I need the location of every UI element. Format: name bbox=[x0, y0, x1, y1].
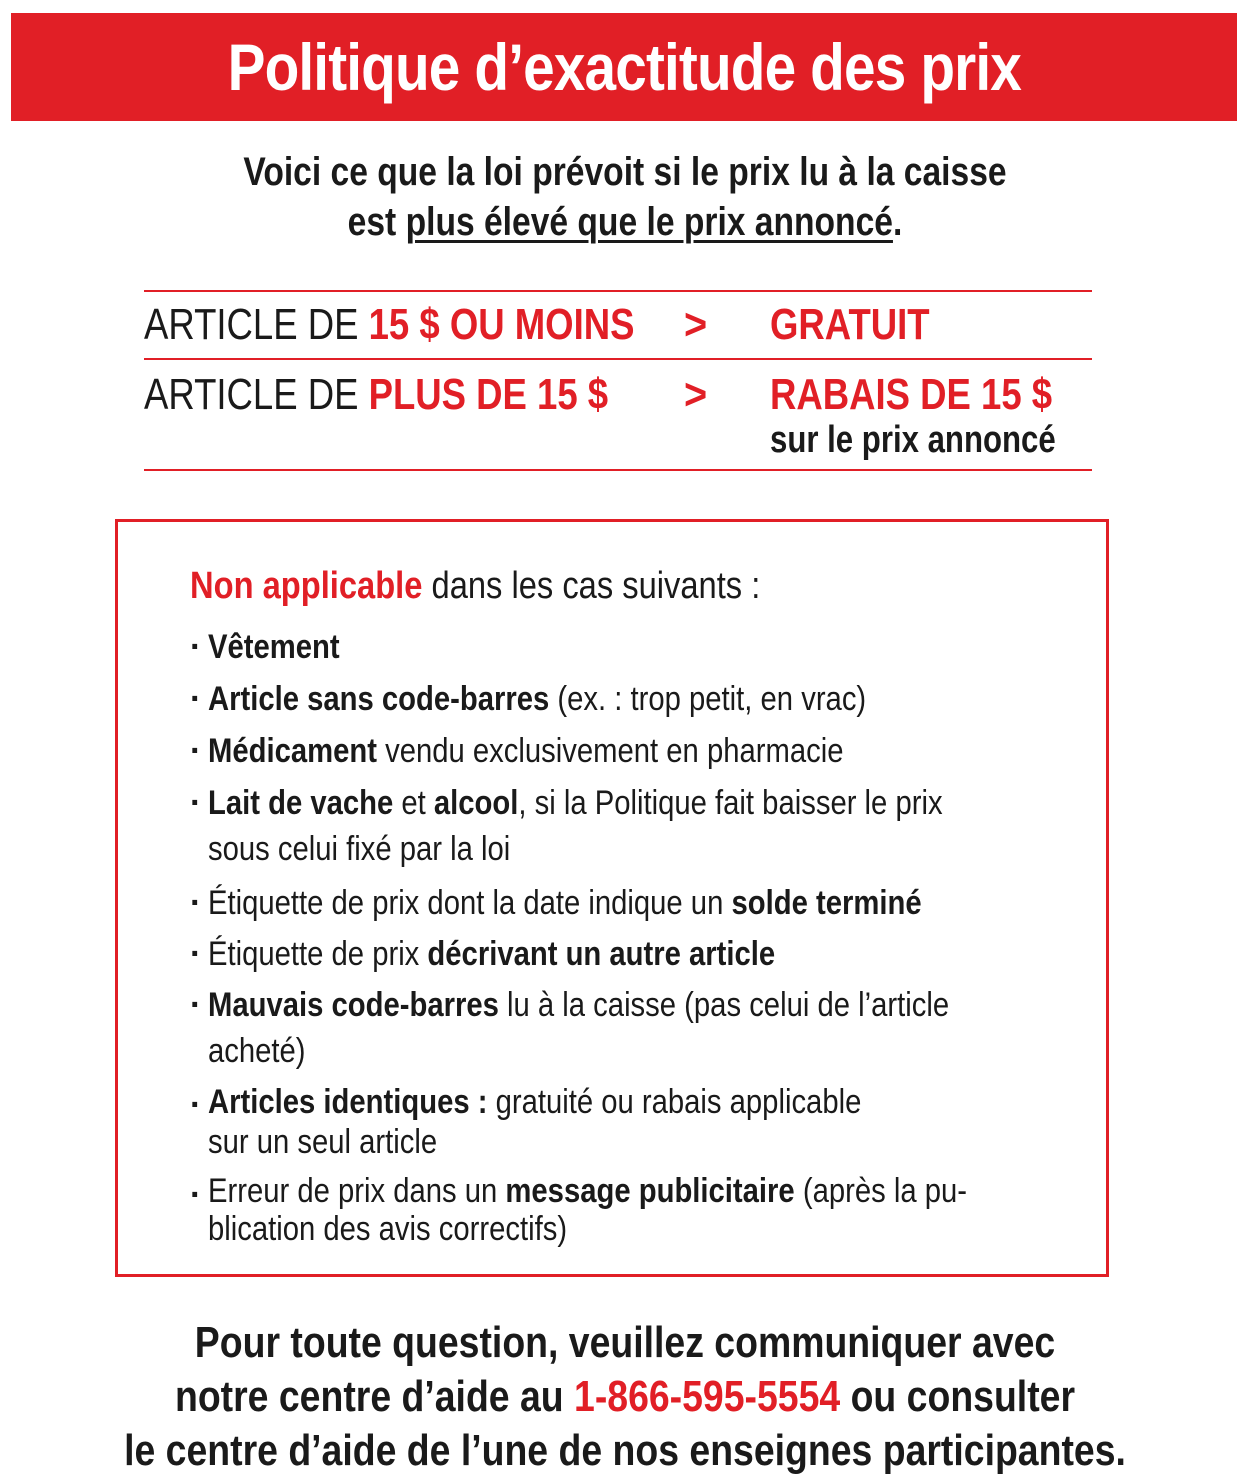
rule-row-free-result: GRATUIT bbox=[770, 300, 930, 349]
list-item-plain: Étiquette de prix dont la date indique un bbox=[208, 884, 732, 922]
intro-line-2-suffix: . bbox=[892, 200, 903, 244]
footer-line-2-prefix: notre centre d’aide au bbox=[174, 1372, 575, 1421]
rule-row-free-condition bbox=[144, 300, 634, 350]
list-item-bold: Articles identiques : bbox=[208, 1083, 488, 1121]
exclusions-title bbox=[190, 563, 760, 609]
list-item-text bbox=[208, 880, 1034, 926]
list-item-continuation: sous celui fixé par la loi bbox=[208, 830, 511, 868]
list-item-plain: Étiquette de prix bbox=[208, 935, 428, 973]
bullet-icon: · bbox=[190, 732, 202, 770]
rule-row-free-highlight: 15 $ OU MOINS bbox=[368, 300, 635, 349]
footer-line-3: le centre d’aide de l’une de nos enseignes participantes. bbox=[124, 1426, 1126, 1475]
footer-line-1: Pour toute question, veuillez communiquer avec bbox=[194, 1318, 1056, 1367]
list-item-continuation: acheté) bbox=[208, 1032, 306, 1070]
list-item-plain: lu à la caisse (pas celui de l’article bbox=[498, 986, 950, 1024]
bullet-icon: · bbox=[190, 628, 202, 666]
intro-line-2-prefix: est bbox=[347, 200, 406, 244]
bullet-icon: · bbox=[190, 1086, 202, 1124]
intro-emphasis: plus élevé que le prix annoncé bbox=[405, 200, 893, 244]
list-item-bold: Vêtement bbox=[208, 628, 340, 666]
list-item-bold: Mauvais code-barres bbox=[208, 986, 499, 1024]
intro-line-2 bbox=[100, 197, 1150, 247]
page-title: Politique d’exactitude des prix bbox=[227, 30, 1021, 104]
list-item-plain: gratuité ou rabais applicable bbox=[487, 1083, 862, 1121]
bullet-icon: · bbox=[190, 935, 202, 973]
list-item-bold-2: alcool bbox=[433, 784, 519, 822]
exclusions-title-highlight: Non applicable bbox=[190, 565, 423, 607]
footer-line-2 bbox=[94, 1370, 1157, 1424]
footer-contact bbox=[0, 1316, 1250, 1478]
rule-row-discount-arrow: > bbox=[684, 370, 708, 419]
bullet-icon: · bbox=[190, 1176, 202, 1214]
list-item-bold: Article sans code-barres bbox=[208, 680, 550, 718]
intro-line-1: Voici ce que la loi prévoit si le prix lu à la caisse bbox=[243, 150, 1007, 194]
intro-text bbox=[0, 147, 1250, 247]
rule-row-discount-note: sur le prix annoncé bbox=[770, 419, 1056, 461]
bullet-icon: · bbox=[190, 680, 202, 718]
list-item-text bbox=[208, 728, 1034, 774]
bullet-icon: · bbox=[190, 884, 202, 922]
list-item-bold: Médicament bbox=[208, 732, 377, 770]
rule-row-discount-prefix: ARTICLE DE bbox=[144, 370, 369, 419]
divider-bottom bbox=[144, 469, 1092, 471]
divider-middle bbox=[144, 358, 1092, 360]
list-item-text bbox=[208, 1082, 1034, 1162]
list-item-plain: vendu exclusivement en pharmacie bbox=[376, 732, 844, 770]
list-item-bold: solde terminé bbox=[731, 884, 922, 922]
footer-line-2-suffix: ou consulter bbox=[840, 1372, 1076, 1421]
bullet-icon: · bbox=[190, 784, 202, 822]
bullet-icon: · bbox=[190, 986, 202, 1024]
list-item-continuation: sur un seul article bbox=[208, 1123, 438, 1161]
rule-row-free-prefix: ARTICLE DE bbox=[144, 300, 369, 349]
list-item-continuation: blication des avis correctifs) bbox=[208, 1210, 568, 1248]
rule-row-discount-highlight: PLUS DE 15 $ bbox=[368, 370, 609, 419]
list-item-text bbox=[208, 931, 1034, 977]
list-item-text bbox=[208, 982, 1034, 1074]
list-item-plain-2: (après la pu- bbox=[794, 1172, 967, 1210]
divider-top bbox=[144, 290, 1092, 292]
title-banner bbox=[11, 13, 1237, 121]
list-item-plain-2: , si la Politique fait baisser le prix bbox=[518, 784, 943, 822]
list-item-text bbox=[208, 676, 1034, 722]
list-item-bold: décrivant un autre article bbox=[427, 935, 776, 973]
list-item-text bbox=[208, 624, 1034, 670]
exclusions-title-rest: dans les cas suivants : bbox=[422, 565, 761, 607]
list-item-plain: et bbox=[393, 784, 434, 822]
list-item-plain: (ex. : trop petit, en vrac) bbox=[549, 680, 867, 718]
list-item-text bbox=[208, 780, 1034, 872]
rule-row-free-arrow: > bbox=[684, 300, 708, 349]
list-item-bold: Lait de vache bbox=[208, 784, 394, 822]
phone-number-link[interactable]: 1-866-595-5554 bbox=[574, 1372, 841, 1421]
list-item-text bbox=[208, 1172, 1034, 1248]
list-item-plain: Erreur de prix dans un bbox=[208, 1172, 506, 1210]
rule-row-discount-condition bbox=[144, 370, 608, 420]
list-item-bold: message publicitaire bbox=[505, 1172, 795, 1210]
rule-row-discount-result: RABAIS DE 15 $ bbox=[770, 370, 1053, 419]
